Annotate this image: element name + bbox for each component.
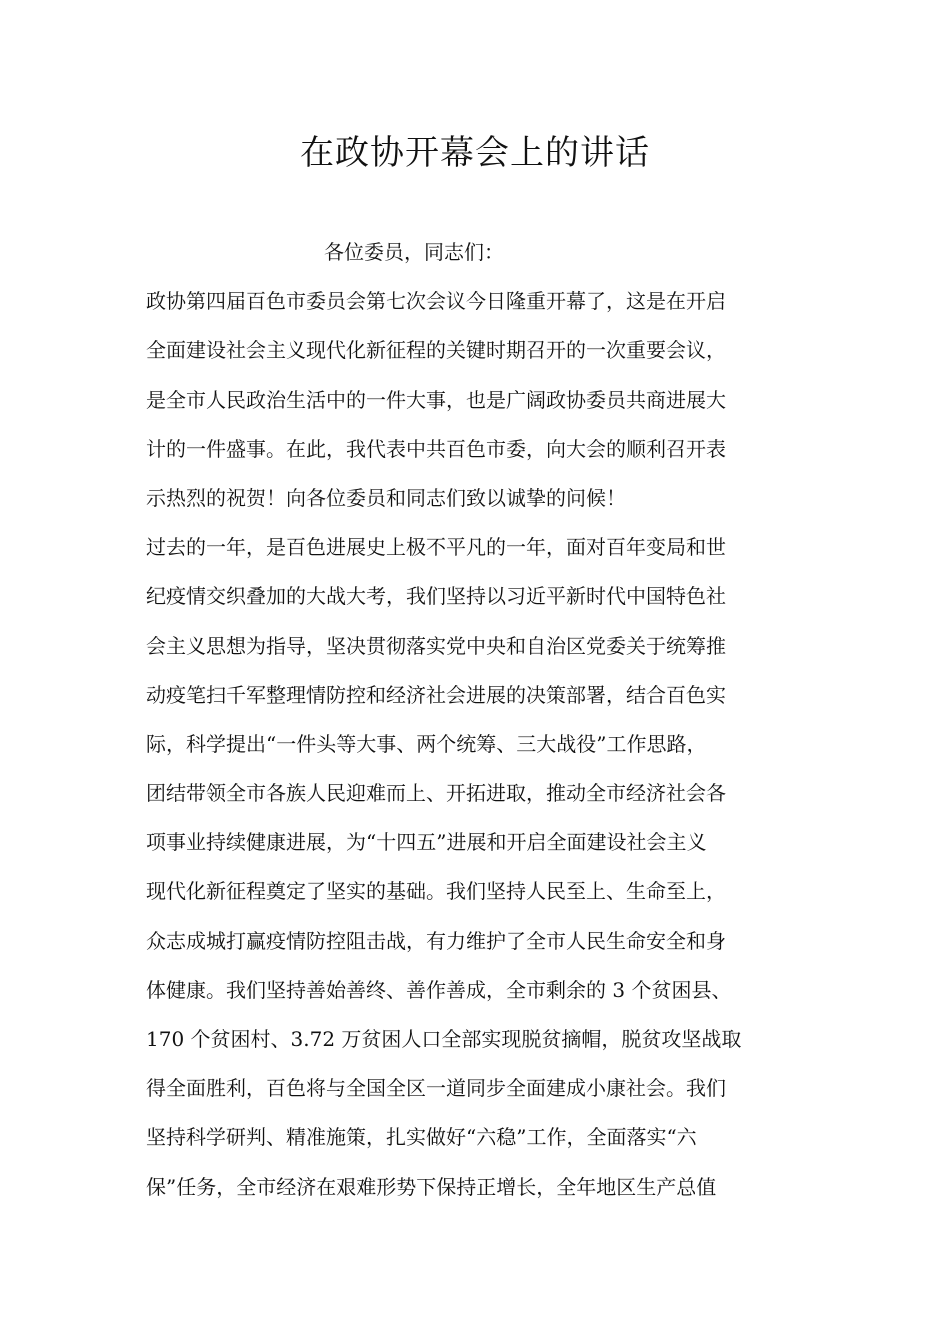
text-line: 项事业持续健康进展，为“十四五”进展和开启全面建设社会主义	[146, 830, 707, 855]
document-title: 在政协开幕会上的讲话	[300, 133, 650, 173]
text-line: 会主义思想为指导，坚决贯彻落实党中央和自治区党委关于统筹推	[146, 633, 726, 658]
text-line: 全面建设社会主义现代化新征程的关键时期召开的一次重要会议，	[146, 338, 726, 363]
text-line: 政协第四届百色市委员会第七次会议今日隆重开幕了，这是在开启	[146, 289, 726, 314]
text-line: 动疫笔扫千军整理情防控和经济社会进展的决策部署，结合百色实	[146, 682, 726, 707]
text-line: 170 个贫困村、3.72 万贫困人口全部实现脱贫摘帽，脱贫攻坚战取	[146, 1027, 742, 1051]
document-body	[146, 228, 826, 1212]
text-line: 过去的一年，是百色进展史上极不平凡的一年，面对百年变局和世	[146, 535, 726, 560]
text-line: 现代化新征程奠定了坚实的基础。我们坚持人民至上、生命至上，	[146, 879, 726, 904]
text-line: 团结带领全市各族人民迎难而上、开拓进取，推动全市经济社会各	[146, 781, 726, 806]
text-line: 得全面胜利，百色将与全国全区一道同步全面建成小康社会。我们	[146, 1076, 726, 1101]
text-line: 坚持科学研判、精准施策，扎实做好“六稳”工作，全面落实“六	[146, 1125, 697, 1150]
text-line: 纪疫情交织叠加的大战大考，我们坚持以习近平新时代中国特色社	[146, 584, 726, 609]
text-line: 示热烈的祝贺！向各位委员和同志们致以诚挚的问候！	[146, 485, 626, 510]
text-line: 体健康。我们坚持善始善终、善作善成，全市剩余的 3 个贫困县、	[146, 977, 732, 1002]
text-line: 保”任务，全市经济在艰难形势下保持正增长，全年地区生产总值	[146, 1174, 717, 1199]
text-line: 计的一件盛事。在此，我代表中共百色市委，向大会的顺利召开表	[146, 436, 726, 461]
text-line: 众志成城打赢疫情防控阻击战，有力维护了全市人民生命安全和身	[146, 928, 726, 953]
text-line: 际，科学提出“一件头等大事、两个统筹、三大战役”工作思路，	[146, 731, 707, 756]
salutation: 各位委员，同志们：	[324, 240, 504, 264]
text-line: 是全市人民政治生活中的一件大事，也是广阔政协委员共商进展大	[146, 387, 726, 412]
